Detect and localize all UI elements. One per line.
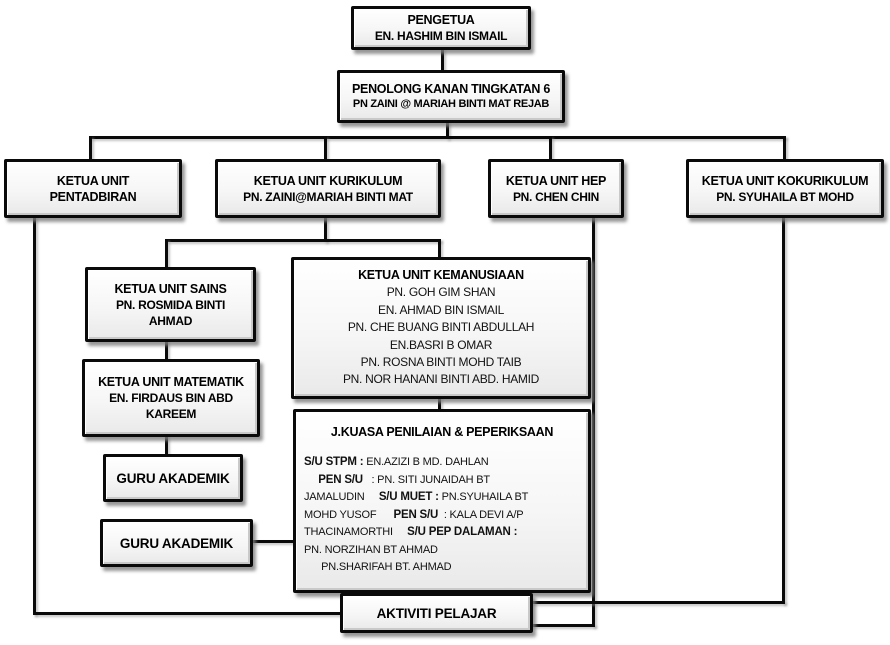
kemanusiaan-member-list: [343, 284, 539, 388]
node-person: PN. CHEN CHIN: [512, 189, 600, 204]
body-line: MOHD YUSOF PEN S/U : KALA DEVI A/P: [304, 508, 524, 521]
body-line: PN. NORZIHAN BT AHMAD: [304, 543, 438, 556]
node-title: KETUA UNIT MATEMATIK: [98, 375, 244, 389]
connector-bus-horizontal: [89, 136, 786, 139]
node-person: EN. HASHIM BIN ISMAIL: [374, 29, 508, 43]
node-unit-kurikulum: [215, 159, 441, 218]
connector-left-aktiviti: [33, 612, 343, 615]
member-name: EN. AHMAD BIN ISMAIL: [377, 302, 505, 317]
node-person: EN. FIRDAUS BIN ABD KAREEM: [109, 391, 233, 421]
node-title: PENGETUA: [407, 13, 475, 27]
node-title: PENOLONG KANAN TINGKATAN 6: [352, 82, 550, 96]
node-unit-pentadbiran: [4, 159, 182, 218]
node-guru-akademik-2: [100, 519, 253, 567]
member-name: PN. NOR HANANI BINTI ABD. HAMID: [342, 372, 540, 387]
body-line: THACINAMORTHI S/U PEP DALAMAN :: [304, 526, 518, 538]
node-unit-kokurikulum: [686, 159, 884, 218]
connector-aktiviti-hep: [524, 624, 595, 627]
body-line: PN.SHARIFAH BT. AHMAD: [304, 561, 452, 573]
connector-pentadbiran-down: [33, 208, 36, 615]
node-unit-sains: [85, 267, 256, 342]
node-person: PN. SYUHAILA BT MOHD: [716, 189, 854, 204]
connector-branch-horizontal: [165, 239, 441, 242]
node-title: GURU AKADEMIK: [119, 535, 234, 551]
node-pengetua: [351, 6, 531, 50]
member-name: PN. GOH GIM SHAN: [386, 285, 496, 300]
node-title: KETUA UNIT HEP: [505, 173, 607, 188]
node-jkuasa-penilaian: [293, 409, 591, 593]
node-title: GURU AKADEMIK: [116, 470, 230, 486]
node-unit-hep: [488, 159, 624, 218]
node-aktiviti-pelajar: [340, 593, 533, 633]
member-name: PN. CHE BUANG BINTI ABDULLAH: [347, 320, 535, 335]
body-line: S/U STPM : EN.AZIZI B MD. DAHLAN: [304, 456, 489, 468]
node-title: AKTIVITI PELAJAR: [376, 605, 497, 621]
node-title: KETUA UNIT KOKURIKULUM: [701, 173, 869, 188]
node-penolong-kanan: [337, 70, 565, 123]
node-unit-matematik: [82, 359, 260, 437]
node-person: PN. ROSMIDA BINTI AHMAD: [115, 297, 226, 328]
node-title: KETUA UNIT PENTADBIRAN: [49, 173, 137, 204]
node-person: PN ZAINI @ MARIAH BINTI MAT REJAB: [352, 98, 550, 110]
node-title: KETUA UNIT KURIKULUM: [253, 173, 403, 188]
body-line: PEN S/U : PN. SITI JUNAIDAH BT: [318, 473, 490, 486]
node-unit-kemanusiaan: [291, 257, 591, 399]
connector-kokurikulum-down: [782, 208, 785, 604]
member-name: EN.BASRI B OMAR: [389, 337, 493, 352]
node-guru-akademik-1: [103, 454, 243, 502]
jkuasa-body: [296, 454, 588, 577]
node-title: J.KUASA PENILAIAN & PEPERIKSAAN: [330, 425, 554, 439]
connector-aktiviti-kokurikulum: [524, 601, 785, 604]
node-person: PN. ZAINI@MARIAH BINTI MAT: [243, 189, 413, 204]
node-title: KETUA UNIT SAINS: [114, 281, 227, 296]
connector-hep-down: [592, 208, 595, 627]
member-name: PN. ROSNA BINTI MOHD TAIB: [360, 354, 522, 369]
body-line: JAMALUDIN S/U MUET : PN.SYUHAILA BT: [304, 491, 529, 503]
node-title: KETUA UNIT KEMANUSIAAN: [358, 268, 524, 283]
